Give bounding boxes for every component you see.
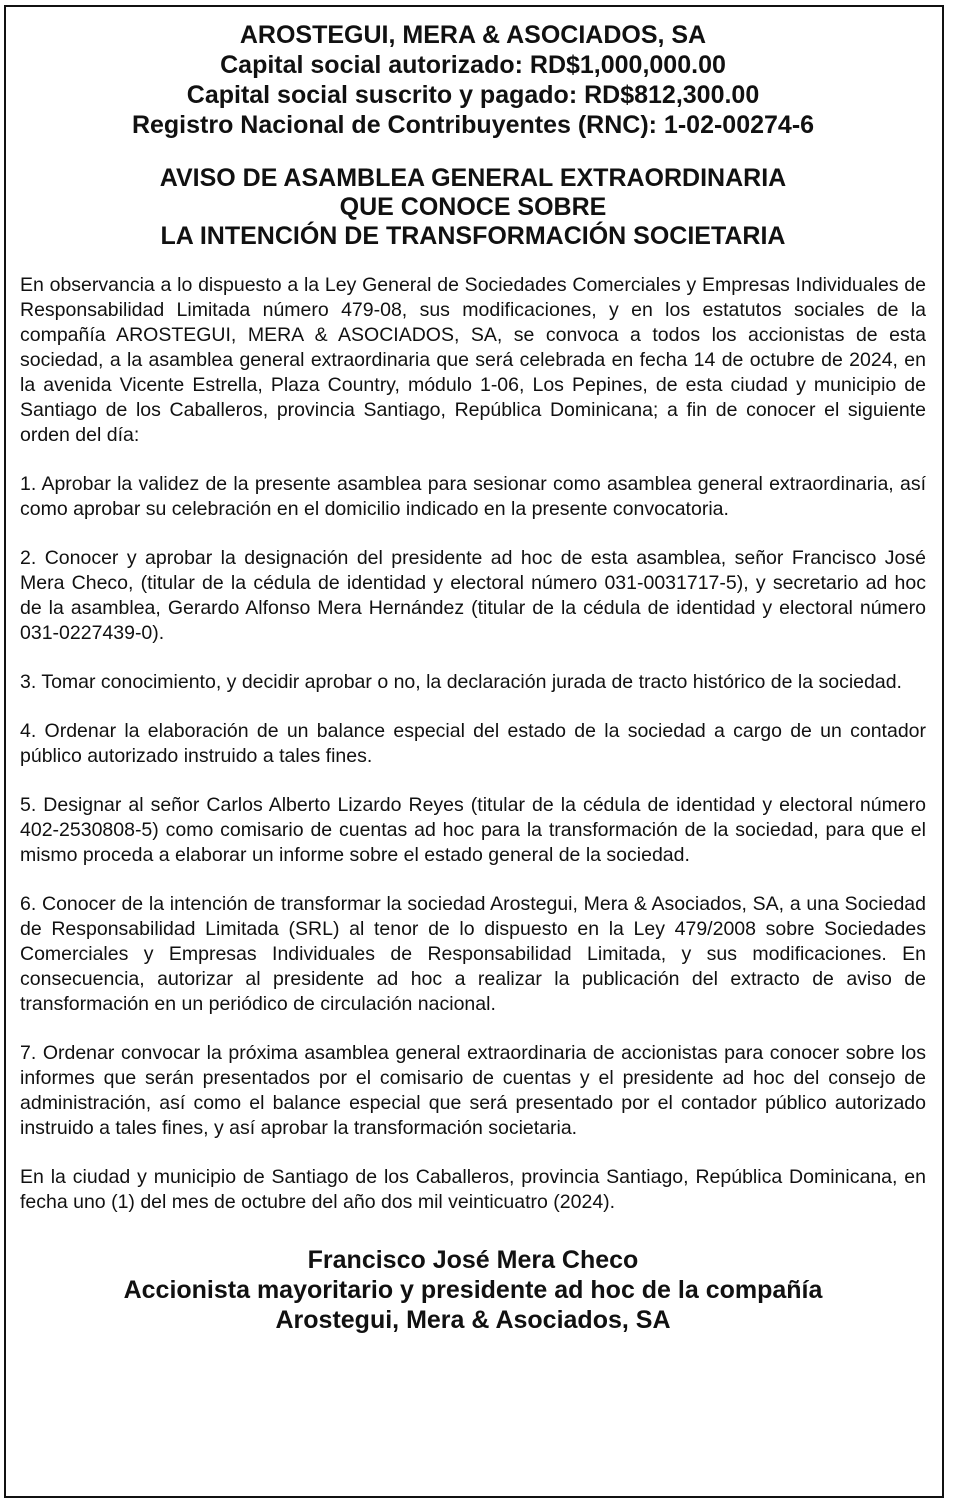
notice-content [20,20,926,1335]
title-line-3: LA INTENCIÓN DE TRANSFORMACIÓN SOCIETARIA [160,222,786,250]
signer-name: Francisco José Mera Checo [307,1246,639,1274]
signature-block [20,1245,926,1335]
rnc-number: Registro Nacional de Contribuyentes (RNC): 1-02-00274-6 [131,111,815,139]
agenda-item-1: 1. Aprobar la validez de la presente asamblea para sesionar como asamblea general extraordinaria, así como aprobar su celebración en el domicilio indicado en la presente convocatoria. [20,473,926,520]
signer-role: Accionista mayoritario y presidente ad hoc de la compañía [123,1276,823,1304]
company-header [20,20,926,140]
paid-capital: Capital social suscrito y pagado: RD$812,300.00 [186,81,760,109]
title-line-2: QUE CONOCE SOBRE [339,193,607,221]
signer-company: Arostegui, Mera & Asociados, SA [275,1306,671,1334]
notice-body [20,273,926,1215]
agenda-item-3: 3. Tomar conocimiento, y decidir aprobar o no, la declaración jurada de tracto histórico de la sociedad. [20,671,902,693]
agenda-item-2: 2. Conocer y aprobar la designación del presidente ad hoc de esta asamblea, señor Francisco José Mera Checo, (titular de la cédula de identidad y electoral número 031-0031717-5), y secretario ad hoc de la asamblea, Gerardo Alfonso Mera Hernández (titular de la cédula de identidad y electoral número 031-0227439-0). [20,547,926,644]
authorized-capital: Capital social autorizado: RD$1,000,000.00 [220,51,726,79]
company-name: AROSTEGUI, MERA & ASOCIADOS, SA [239,21,707,49]
closing-paragraph: En la ciudad y municipio de Santiago de los Caballeros, provincia Santiago, República Dominicana, en fecha uno (1) del mes de octubre del año dos mil veinticuatro (2024). [20,1166,926,1213]
agenda-item-4: 4. Ordenar la elaboración de un balance especial del estado de la sociedad a cargo de un contador público autorizado instruido a tales fines. [20,720,926,767]
title-line-1: AVISO DE ASAMBLEA GENERAL EXTRAORDINARIA [159,164,787,192]
agenda-item-5: 5. Designar al señor Carlos Alberto Lizardo Reyes (titular de la cédula de identidad y electoral número 402-2530808-5) como comisario de cuentas ad hoc para la transformación de la sociedad, para que el mismo proceda a elaborar un informe sobre el estado general de la sociedad. [20,794,926,866]
agenda-item-6: 6. Conocer de la intención de transformar la sociedad Arostegui, Mera & Asociados, SA, a una Sociedad de Responsabilidad Limitada (SRL) al tenor de lo dispuesto en la Ley 479/2008 sobre Sociedades Comerciales y Empresas Individuales de Responsabilidad Limitada, y sus modificaciones. En consecuencia, autorizar al presidente ad hoc a realizar la publicación del extracto de aviso de transformación en un periódico de circulación nacional. [20,893,926,1015]
intro-paragraph: En observancia a lo dispuesto a la Ley General de Sociedades Comerciales y Empresas Individuales de Responsabilidad Limitada número 479-08, sus modificaciones, y en los estatutos sociales de la compañía AROSTEGUI, MERA & ASOCIADOS, SA, se convoca a todos los accionistas de esta sociedad, a la asamblea general extraordinaria que será celebrada en fecha 14 de octubre de 2024, en la avenida Vicente Estrella, Plaza Country, módulo 1-06, Los Pepines, de esta ciudad y municipio de Santiago de los Caballeros, provincia Santiago, República Dominicana; a fin de conocer el siguiente orden del día: [20,274,926,446]
agenda-item-7: 7. Ordenar convocar la próxima asamblea general extraordinaria de accionistas para conocer sobre los informes que serán presentados por el comisario de cuentas y el presidente ad hoc del consejo de administración, así como el balance especial que será presentado por el contador público autorizado instruido a tales fines, y así aprobar la transformación societaria. [20,1042,926,1139]
notice-title [20,164,926,251]
